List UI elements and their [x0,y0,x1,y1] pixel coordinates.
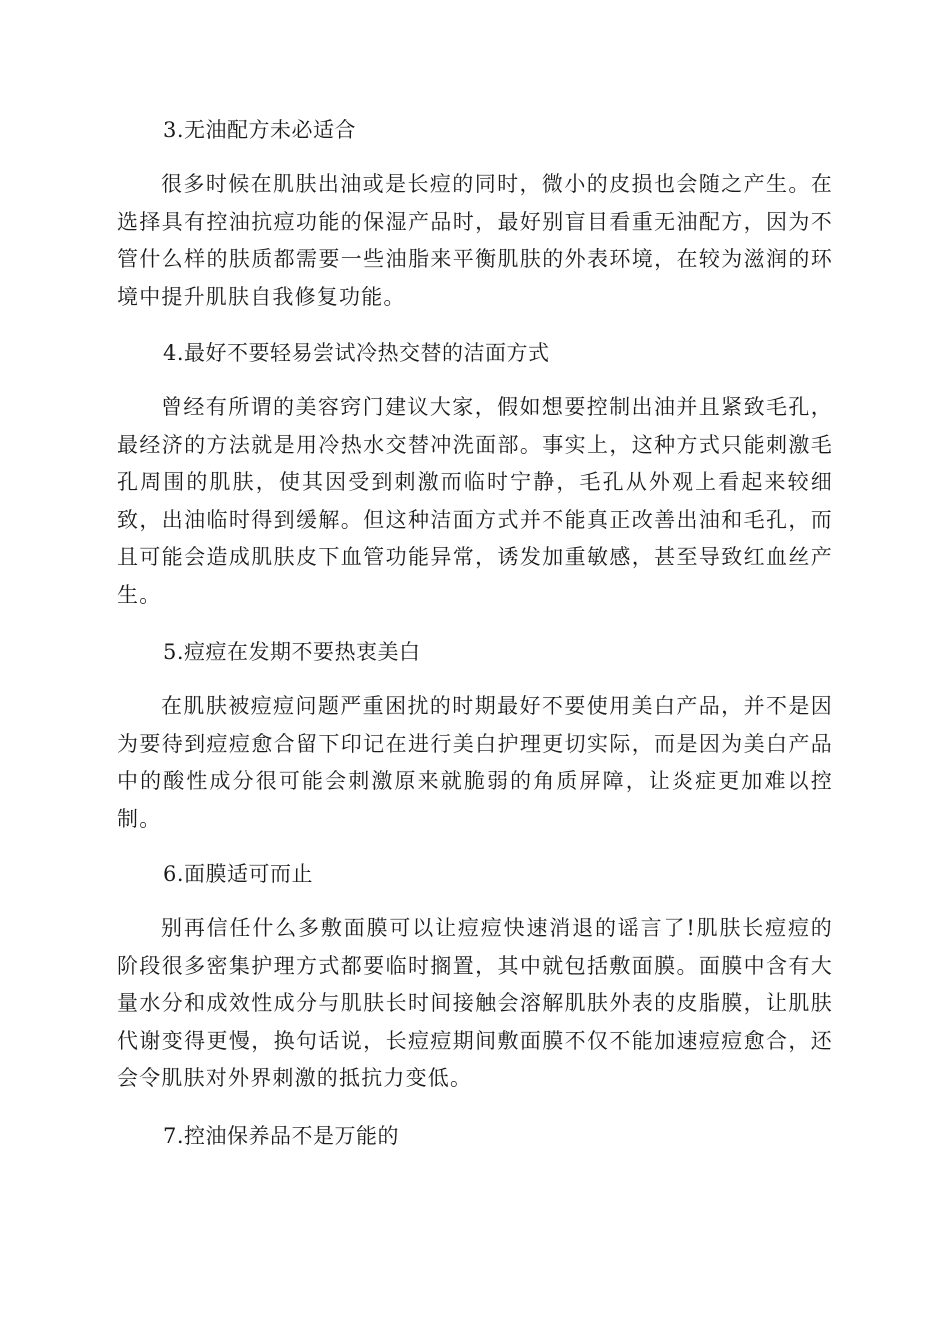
section-paragraph-6: 别再信任什么多敷面膜可以让痘痘快速消退的谣言了!肌肤长痘痘的阶段很多密集护理方式都要临时搁置，其中就包括敷面膜。面膜中含有大量水分和成效性成分与肌肤长时间接触会溶解肌肤外表的皮脂膜，让肌肤代谢变得更慢，换句话说，长痘痘期间敷面膜不仅不能加速痘痘愈合，还会令肌肤对外界刺激的抵抗力变低。 [117,916,833,1090]
section-heading-3: 3.无油配方未必适合 [163,118,357,142]
section-heading-4: 4.最好不要轻易尝试冷热交替的洁面方式 [163,341,550,365]
section-heading-5: 5.痘痘在发期不要热衷美白 [163,640,421,664]
section-heading-7: 7.控油保养品不是万能的 [163,1124,400,1148]
section-paragraph-5: 在肌肤被痘痘问题严重困扰的时期最好不要使用美白产品，并不是因为要待到痘痘愈合留下印记在进行美白护理更切实际，而是因为美白产品中的酸性成分很可能会刺激原来就脆弱的角质屏障，让炎症更加难以控制。 [117,694,833,831]
section-paragraph-3: 很多时候在肌肤出油或是长痘的同时，微小的皮损也会随之产生。在选择具有控油抗痘功能的保湿产品时，最好别盲目看重无油配方，因为不管什么样的肤质都需要一些油脂来平衡肌肤的外表环境，在较为滋润的环境中提升肌肤自我修复功能。 [117,172,833,309]
section-heading-6: 6.面膜适可而止 [163,862,314,886]
section-paragraph-4: 曾经有所谓的美容窍门建议大家，假如想要控制出油并且紧致毛孔，最经济的方法就是用冷热水交替冲洗面部。事实上，这种方式只能刺激毛孔周围的肌肤，使其因受到刺激而临时宁静，毛孔从外观上看起来较细致，出油临时得到缓解。但这种洁面方式并不能真正改善出油和毛孔，而且可能会造成肌肤皮下血管功能异常，诱发加重敏感，甚至导致红血丝产生。 [117,395,833,607]
